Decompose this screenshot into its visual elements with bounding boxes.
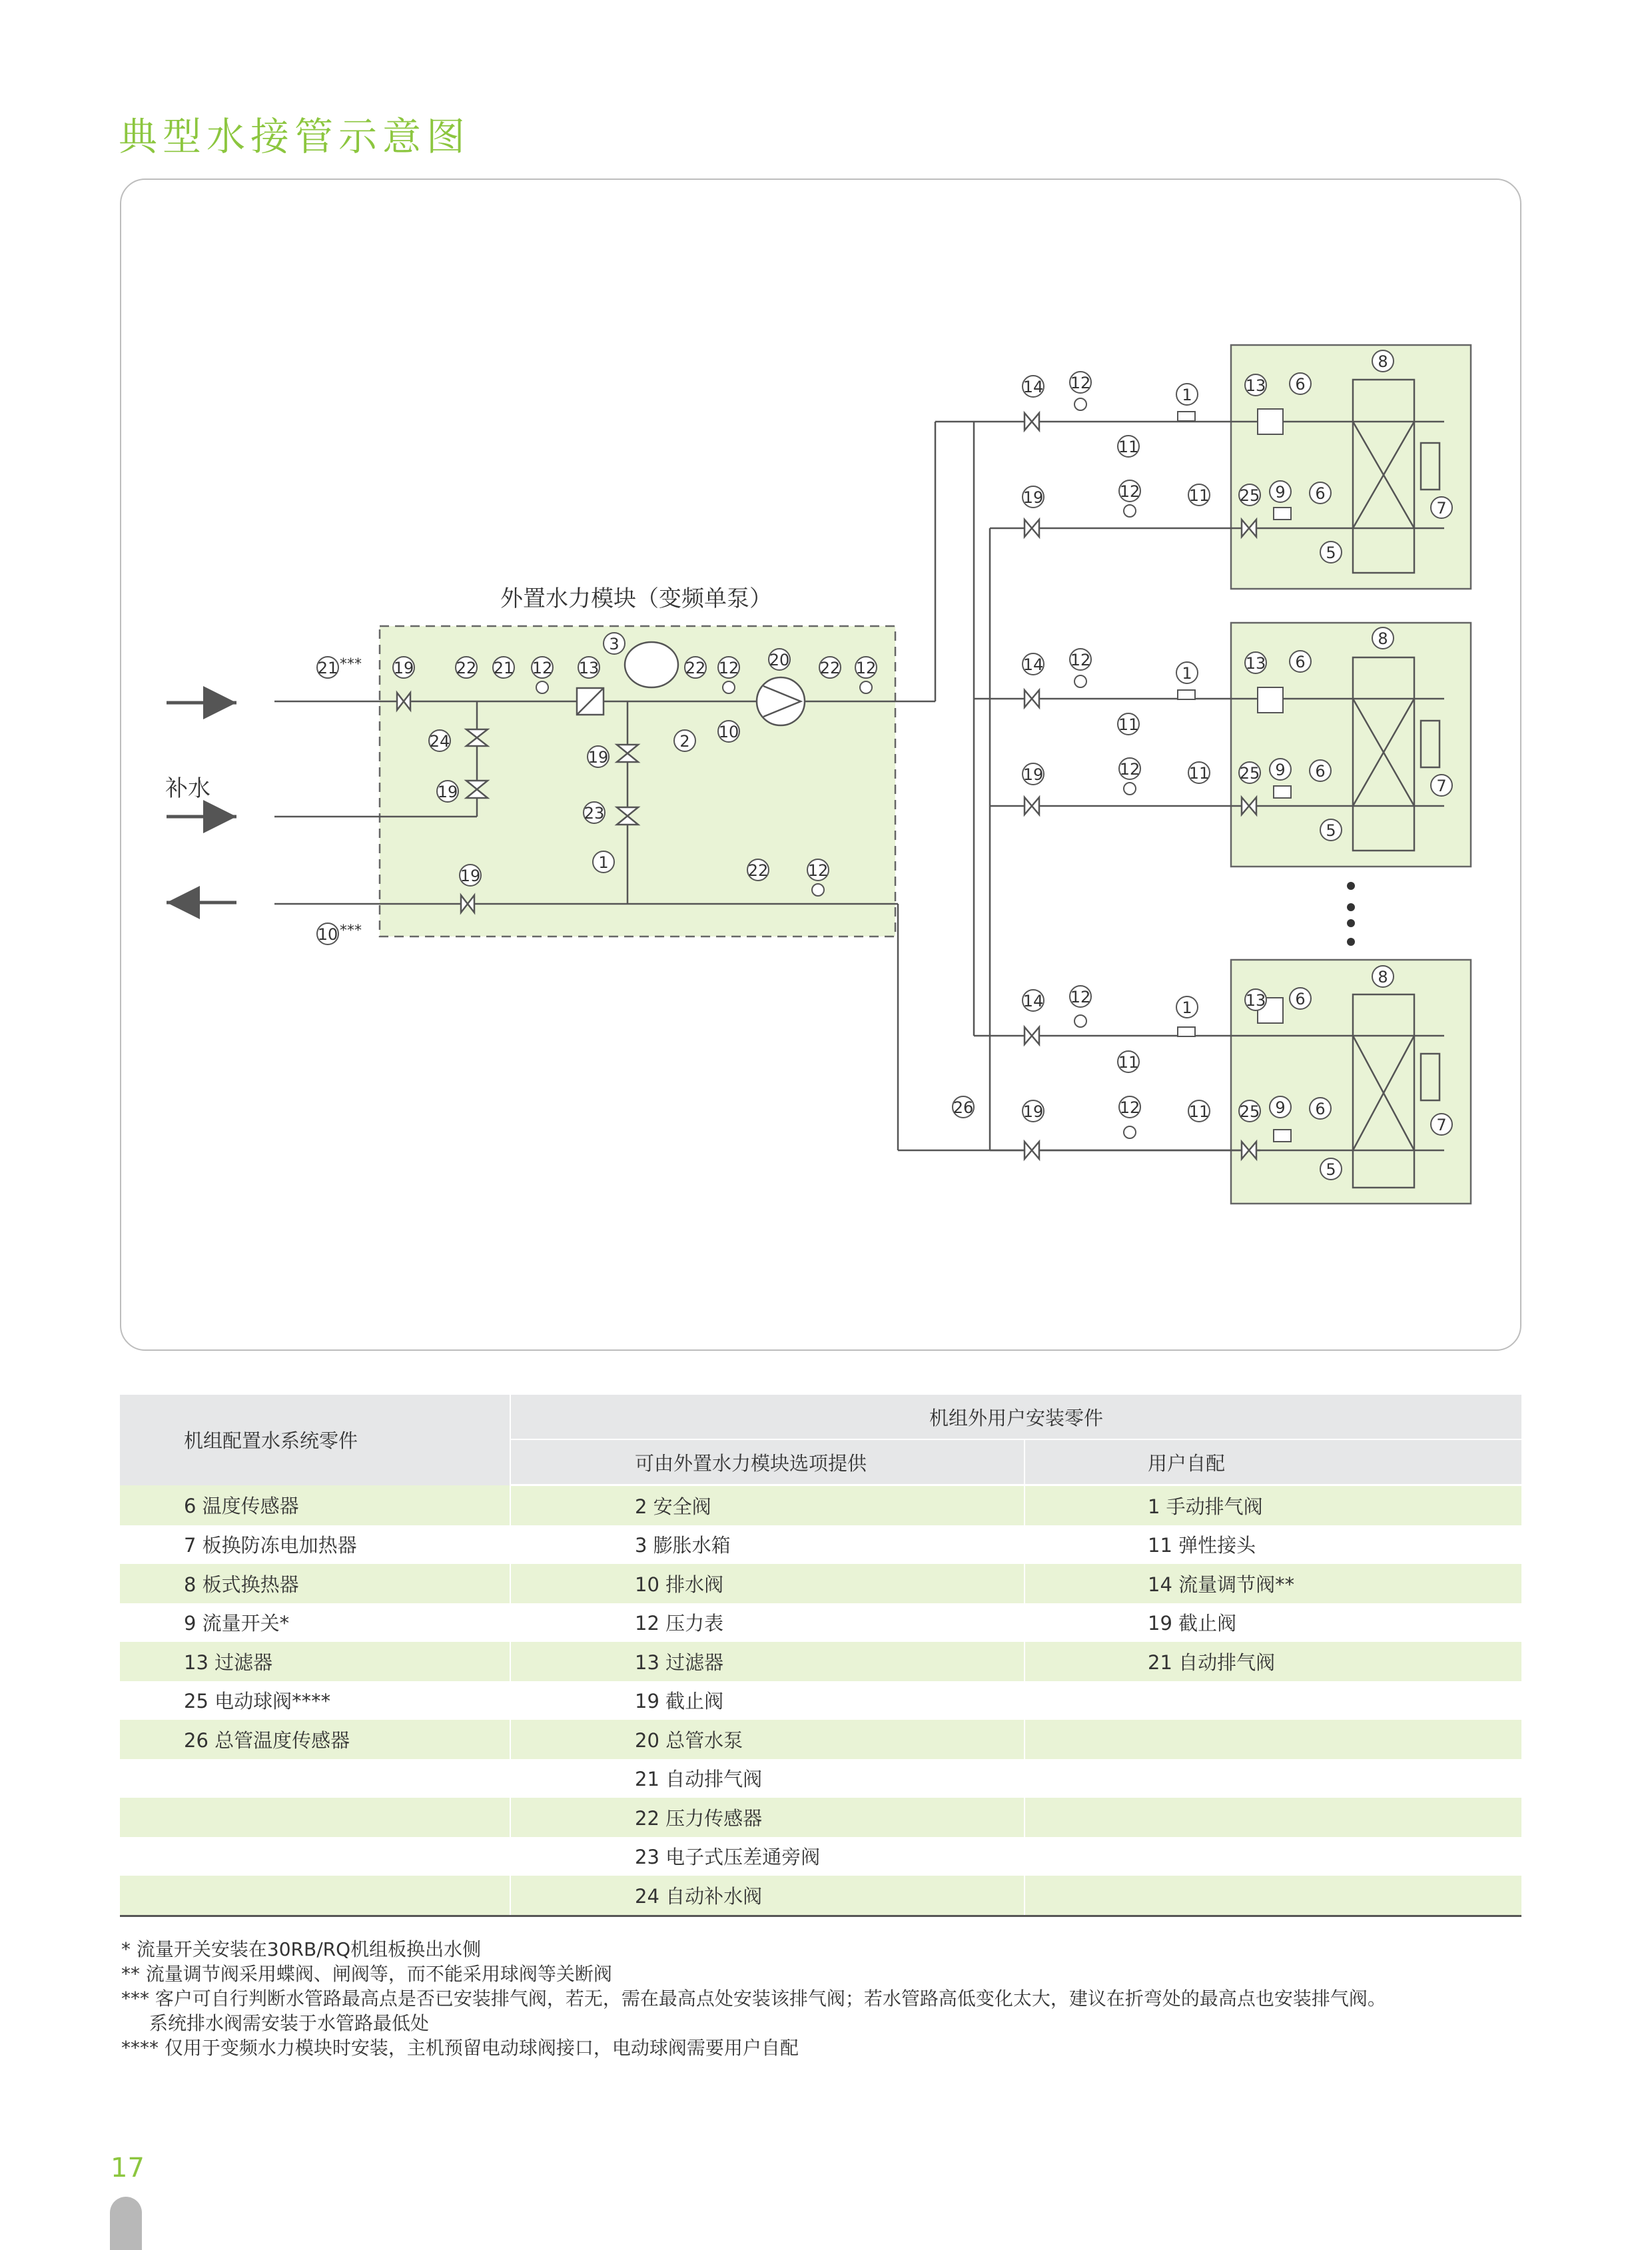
svg-text:5: 5: [1326, 1160, 1336, 1179]
svg-text:10: 10: [317, 925, 338, 944]
svg-text:13: 13: [1245, 376, 1266, 395]
svg-text:9: 9: [1275, 761, 1286, 779]
svg-text:19: 19: [1023, 765, 1044, 784]
unit-box-1: [1231, 345, 1471, 589]
footnote-3: *** 客户可自行判断水管路最高点是否已安装排气阀，若无，需在最高点处安装该排气阀；若水管路高低变化太大，建议在折弯处的最高点也安装排气阀。: [121, 1988, 1386, 2010]
svg-text:19: 19: [1023, 1102, 1044, 1121]
svg-text:6: 6: [1295, 375, 1306, 394]
svg-text:12: 12: [855, 659, 877, 677]
table-row: 21 自动排气阀: [120, 1759, 1521, 1798]
makeup-water-label: 补水: [165, 775, 210, 802]
pump: [757, 677, 805, 725]
svg-text:12: 12: [1070, 988, 1091, 1006]
svg-text:12: 12: [532, 659, 553, 677]
unit-box-2: [1231, 623, 1471, 867]
distribution-piping: [935, 422, 1260, 1150]
svg-text:8: 8: [1378, 968, 1388, 986]
svg-text:25: 25: [1239, 764, 1260, 783]
table-row: 23 电子式压差通旁阀: [120, 1837, 1521, 1876]
svg-text:7: 7: [1436, 1116, 1447, 1134]
svg-text:11: 11: [1188, 486, 1210, 505]
table-row: 9 流量开关* 12 压力表 19 截止阀: [120, 1603, 1521, 1643]
page-tab-decoration: [110, 2197, 142, 2250]
svg-text:22: 22: [456, 659, 477, 677]
svg-text:1: 1: [598, 853, 609, 872]
svg-text:8: 8: [1378, 629, 1388, 648]
svg-text:13: 13: [1245, 654, 1266, 673]
expansion-tank: [625, 642, 678, 687]
svg-text:9: 9: [1275, 483, 1286, 502]
table-row: 6 温度传感器 2 安全阀 1 手动排气阀: [120, 1485, 1521, 1525]
svg-text:19: 19: [588, 748, 609, 767]
svg-text:21: 21: [317, 659, 338, 677]
svg-text:12: 12: [718, 659, 739, 677]
col-header-module-options: 可由外置水力模块选项提供: [510, 1439, 1025, 1485]
svg-text:19: 19: [393, 659, 414, 677]
svg-text:12: 12: [1119, 760, 1140, 779]
module-title: 外置水力模块（变频单泵）: [500, 585, 772, 612]
footnote-2: ** 流量调节阀采用蝶阀、闸阀等，而不能采用球阀等关断阀: [121, 1963, 612, 1985]
table-row: 22 压力传感器: [120, 1798, 1521, 1837]
svg-text:21: 21: [493, 659, 514, 677]
table-row: 25 电动球阀**** 19 截止阀: [120, 1681, 1521, 1720]
svg-text:7: 7: [1436, 499, 1447, 518]
page-title: 典型水接管示意图: [119, 114, 471, 159]
footnotes: [121, 1937, 1386, 2060]
svg-text:3: 3: [609, 635, 620, 653]
svg-text:23: 23: [584, 804, 605, 823]
svg-text:7: 7: [1436, 777, 1447, 795]
svg-text:6: 6: [1295, 653, 1306, 671]
footnote-1: * 流量开关安装在30RB/RQ机组板换出水侧: [121, 1938, 482, 1960]
svg-text:12: 12: [1119, 482, 1140, 501]
table-row: 7 板换防冻电加热器 3 膨胀水箱 11 弹性接头: [120, 1525, 1521, 1565]
svg-text:25: 25: [1239, 1102, 1260, 1121]
svg-text:6: 6: [1315, 1100, 1326, 1118]
svg-text:5: 5: [1326, 544, 1336, 562]
svg-text:1: 1: [1182, 998, 1192, 1017]
svg-text:11: 11: [1118, 438, 1139, 456]
svg-text:11: 11: [1118, 1053, 1139, 1072]
svg-text:22: 22: [747, 861, 769, 880]
svg-text:14: 14: [1023, 992, 1044, 1010]
svg-text:24: 24: [429, 732, 450, 751]
svg-text:12: 12: [1070, 651, 1091, 669]
svg-text:2: 2: [679, 732, 690, 751]
svg-text:22: 22: [819, 659, 841, 677]
svg-text:22: 22: [685, 659, 706, 677]
col-header-user-supplied: 用户自配: [1025, 1439, 1521, 1485]
svg-text:11: 11: [1188, 764, 1210, 783]
svg-text:13: 13: [1245, 991, 1266, 1010]
svg-text:9: 9: [1275, 1098, 1286, 1117]
svg-text:12: 12: [807, 861, 829, 880]
table-row: 8 板式换热器 10 排水阀 14 流量调节阀**: [120, 1564, 1521, 1603]
svg-text:26: 26: [953, 1098, 974, 1117]
tag-10-star: ***: [340, 923, 362, 939]
svg-text:19: 19: [460, 867, 481, 885]
tag-21-star: ***: [340, 656, 362, 673]
table-row: 26 总管温度传感器 20 总管水泵: [120, 1720, 1521, 1759]
parts-table: [120, 1395, 1521, 1917]
svg-text:13: 13: [578, 659, 600, 677]
svg-text:5: 5: [1326, 821, 1336, 840]
col-header-group: 机组外用户安装零件: [510, 1395, 1521, 1439]
svg-text:8: 8: [1378, 352, 1388, 371]
svg-text:25: 25: [1239, 486, 1260, 505]
svg-text:11: 11: [1188, 1102, 1210, 1121]
more-units-ellipsis: [1347, 882, 1355, 946]
svg-text:10: 10: [718, 723, 739, 741]
table-row: 24 自动补水阀: [120, 1876, 1521, 1916]
unit-box-3: [1231, 960, 1471, 1204]
svg-text:12: 12: [1070, 374, 1091, 392]
footnote-4: **** 仅用于变频水力模块时安装，主机预留电动球阀接口，电动球阀需要用户自配: [121, 2037, 799, 2059]
svg-text:12: 12: [1119, 1098, 1140, 1117]
svg-text:6: 6: [1295, 990, 1306, 1008]
table-row: 13 过滤器 13 过滤器 21 自动排气阀: [120, 1642, 1521, 1681]
svg-text:14: 14: [1023, 378, 1044, 396]
flow-arrows: [167, 703, 236, 903]
svg-text:20: 20: [769, 651, 790, 669]
svg-text:6: 6: [1315, 762, 1326, 781]
svg-text:14: 14: [1023, 655, 1044, 674]
svg-text:19: 19: [1023, 488, 1044, 507]
svg-text:1: 1: [1182, 664, 1192, 683]
svg-text:6: 6: [1315, 484, 1326, 503]
svg-text:1: 1: [1182, 386, 1192, 404]
footnote-3-cont: 系统排水阀需安装于水管路最低处: [149, 2012, 430, 2034]
svg-text:11: 11: [1118, 715, 1139, 734]
col-header-unit-parts: 机组配置水系统零件: [120, 1395, 510, 1485]
page-number: 17: [111, 2153, 145, 2183]
svg-text:19: 19: [437, 783, 458, 801]
